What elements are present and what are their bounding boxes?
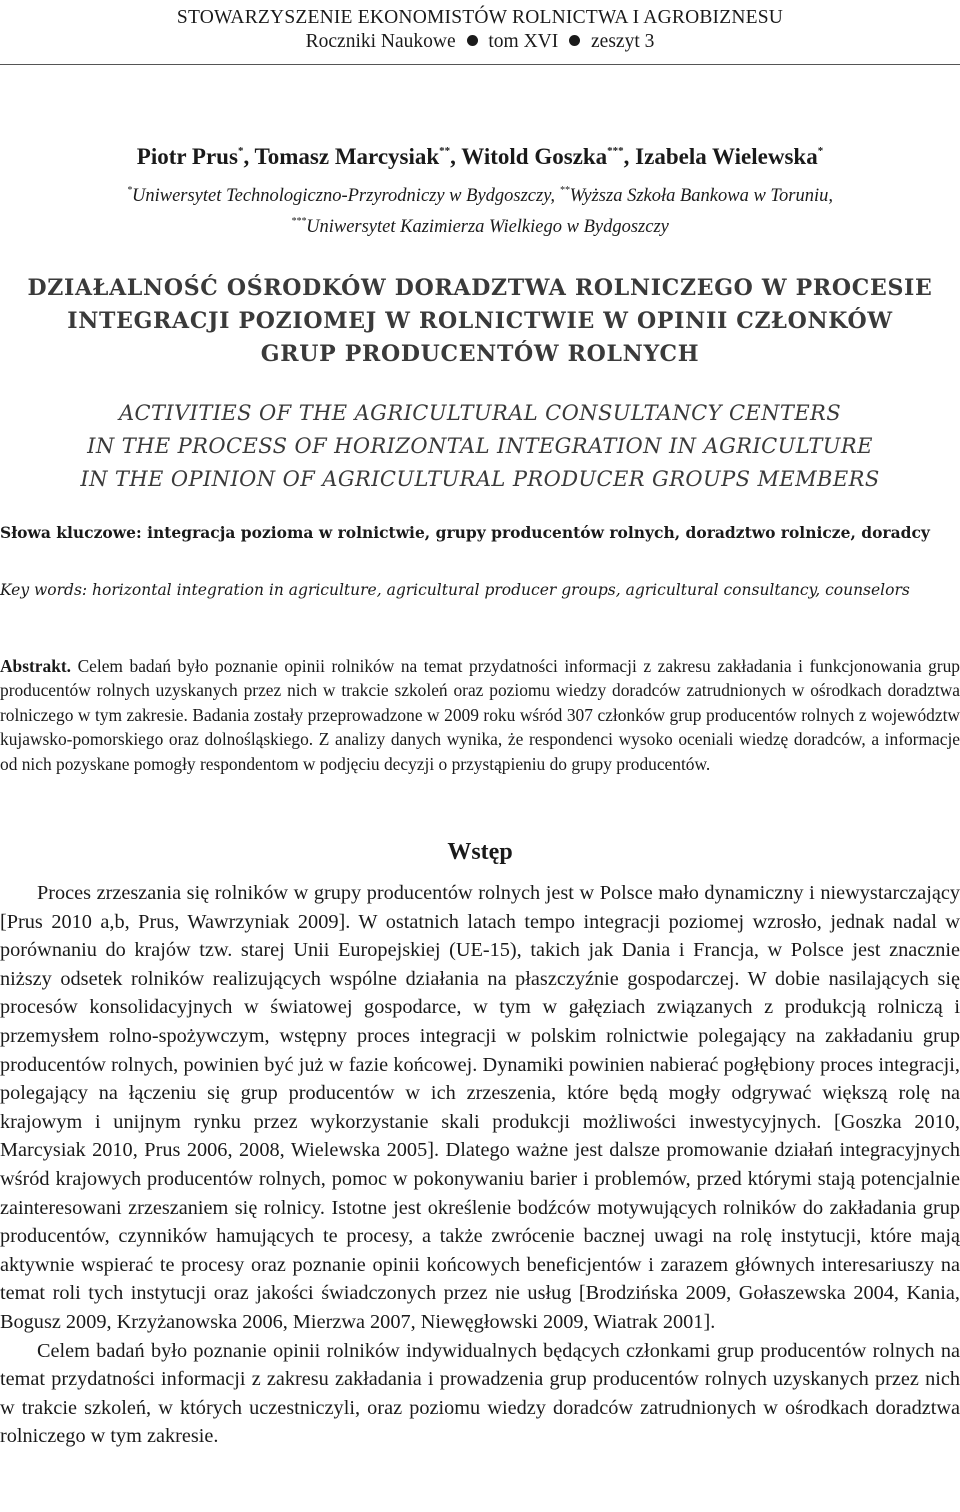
title-line: IN THE PROCESS OF HORIZONTAL INTEGRATION IN AGRICULTURE (87, 434, 873, 458)
journal-volume: tom XVI (488, 31, 559, 52)
author-separator: , (623, 144, 636, 169)
affiliation-text: Wyższa Szkoła Bankowa w Toruniu, (569, 186, 833, 206)
affiliations (0, 178, 960, 240)
title-line: INTEGRACJI POZIOMEJ W ROLNICTWIE W OPINII CZŁONKÓW (67, 308, 893, 334)
affiliation-line (0, 178, 960, 209)
author-separator: , (450, 144, 462, 169)
author-name: Izabela Wielewska (635, 144, 818, 169)
affiliation-mark: ** (559, 185, 570, 196)
title-line: DZIAŁALNOŚĆ OŚRODKÓW DORADZTWA ROLNICZEGO W PROCESIE (27, 275, 933, 301)
affiliation-mark: * (126, 185, 132, 196)
title-line: IN THE OPINION OF AGRICULTURAL PRODUCER GROUPS MEMBERS (80, 467, 880, 491)
abstract-text: Celem badań było poznanie opinii rolników na temat przydatności informacji z zakresu zakładania i funkcjonowania grup producentów rolnych uzyskanych przez nich w trakcie szkoleń oraz poziomu wiedzy doradców zatrudnionych w ośrodkach doradztwa rolniczego w tym zakresie. Badania zostały przeprowadzone w 2009 roku wśród 307 członków grup producentów rolnych z województw kujawsko-pomorskiego oraz dolnośląskiego. Z analizy danych wynika, że respondenci wysoko oceniali wiedzę doradców, a informacje od nich pozyskane pomogły respondentom w podjęciu decyzji o przystąpieniu do grupy producentów. (0, 656, 960, 774)
journal-issue: zeszyt 3 (591, 31, 655, 52)
journal-header (0, 6, 960, 54)
abstract-label: Abstrakt. (0, 656, 72, 676)
journal-name: Roczniki Naukowe (305, 31, 456, 52)
affiliation-mark: *** (291, 216, 307, 227)
title-polish (0, 272, 960, 371)
section-heading: Wstęp (447, 839, 513, 865)
author-name: Tomasz Marcysiak (254, 144, 440, 169)
paragraph: Proces zrzeszania się rolników w grupy producentów rolnych jest w Polsce mało dynamiczny i niewystarczający [Prus 2010 a,b, Prus, Wawrzyniak 2009]. W ostatnich latach tempo integracji poziomej wzrosło, jednak nadal w porównaniu do krajów tzw. starej Unii Europejskiej (UE-15), takich jak Dania i Francja, w Polsce jest znacznie niższy odsetek rolników realizujących wspólne działania na płaszczyźnie gospodarczej. W dobie nasilających się procesów konsolidacyjnych w światowej gospodarce, w tym w gałęziach związanych z produkcją rolniczą i przemysłem rolno-spożywczym, wstępny proces integracji w polskim rolnictwie polegający na zakładaniu grup producentów rolnych, powinien być już w fazie końcowej. Dynamiki powinien nabierać pogłębiony proces integracji, polegający na łączeniu się grup producentów w ich zrzeszenia, które będą mogły odgrywać większą rolę na krajowym i unijnym rynku przez wykorzystanie skali produkcji możliwości inwestycyjnych. [Goszka 2010, Marcysiak 2010, Prus 2006, 2008, Wielewska 2005]. Dlatego ważne jest dalsze promowanie działań integracyjnych wśród krajowych producentów rolnych, pomoc w pokonywaniu barier i problemów, przed którymi stają potencjalnie zainteresowani zrzeszaniem się rolnicy. Istotne jest określenie bodźców motywujących rolników do zakładania grup producentów, czynników hamujących te procesy, a także zwrócenie bacznej uwagi na rolę instytucji, które mają aktywnie wspierać te procesy oraz poznanie opinii końcowych beneficjentów i zarazem głównych interesariuszy na temat roli tych instytucji oraz jakości świadczonych przez nie usług [Brodzińska 2009, Gołaszewska 2004, Kania, Bogusz 2009, Krzyżanowska 2006, Mierzwa 2007, Niewęgłowski 2009, Wiatrak 2001]. (0, 882, 960, 1333)
affiliation-text: Uniwersytet Technologiczno-Przyrodniczy w Bydgoszczy, (131, 186, 560, 206)
keywords-english: Key words: horizontal integration in agriculture, agricultural producer groups, agricultural consultancy, counselors (0, 581, 910, 599)
author-affiliation-mark: *** (607, 145, 624, 157)
title-english (0, 397, 960, 496)
author-affiliation-mark: * (817, 145, 824, 157)
bullet-icon (467, 35, 478, 46)
organization-name: STOWARZYSZENIE EKONOMISTÓW ROLNICTWA I AGROBIZNESU (176, 7, 784, 28)
author-name: Witold Goszka (461, 144, 608, 169)
body-text (0, 879, 960, 1451)
author-name: Piotr Prus (136, 144, 238, 169)
title-line: GRUP PRODUCENTÓW ROLNYCH (260, 341, 700, 367)
affiliation-line (0, 209, 960, 240)
paragraph: Celem badań było poznanie opinii rolników indywidualnych będących członkami grup producentów rolnych na temat przydatności informacji z zakresu zakładania i prowadzenia grup producentów rolnych uzyskanych przez nich w trakcie szkoleń, w których uczestniczyli, oraz poziomu wiedzy doradców zatrudnionych w ośrodkach doradztwa rolniczego w tym zakresie. (0, 1339, 960, 1448)
keywords-polish: Słowa kluczowe: integracja pozioma w rolnictwie, grupy producentów rolnych, doradztwo rolnicze, doradcy (0, 523, 930, 542)
abstract (0, 654, 960, 776)
affiliation-text: Uniwersytet Kazimierza Wielkiego w Bydgoszczy (306, 217, 669, 237)
author-affiliation-mark: * (237, 145, 244, 157)
author-list (0, 136, 960, 172)
journal-line (0, 30, 960, 54)
header-divider (0, 64, 960, 65)
author-separator: , (243, 144, 255, 169)
title-line: ACTIVITIES OF THE AGRICULTURAL CONSULTANCY CENTERS (118, 401, 842, 425)
bullet-icon (569, 35, 580, 46)
author-affiliation-mark: ** (439, 145, 451, 157)
